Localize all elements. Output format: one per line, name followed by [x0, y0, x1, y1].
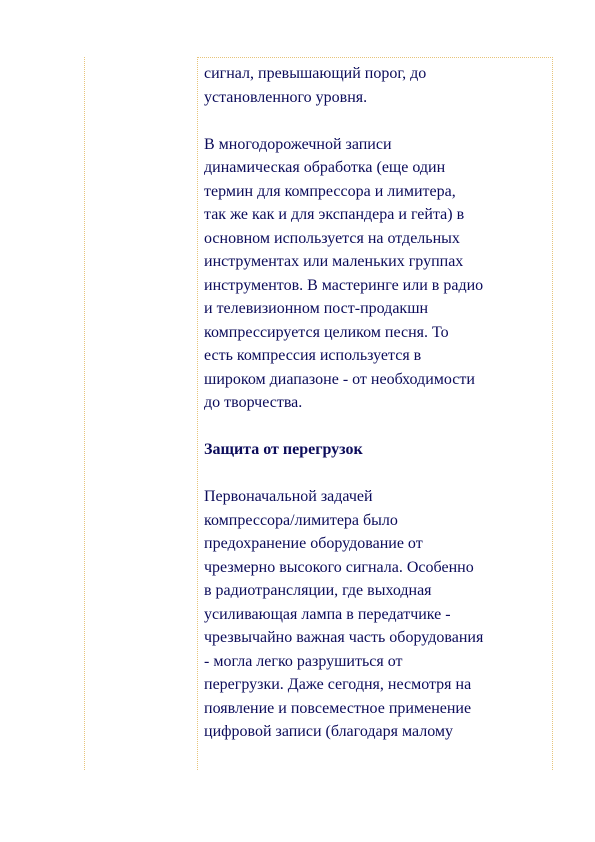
- text-line: - могла легко разрушиться от: [204, 652, 403, 670]
- paragraph-spacer: [204, 462, 548, 486]
- text-line: появление и повсеместное применение: [204, 699, 472, 717]
- text-line: основном используется на отдельных: [204, 229, 460, 247]
- text-line: термин для компрессора и лимитера,: [204, 182, 456, 200]
- text-line: широком диапазоне - от необходимости: [204, 370, 475, 388]
- text-line: предохранение оборудование от: [204, 535, 423, 552]
- left-margin-rule: [84, 57, 85, 770]
- text-line: цифровой записи (благодаря малому: [204, 723, 454, 740]
- paragraph-2: [204, 133, 548, 415]
- paragraph-1: [204, 62, 548, 109]
- text-line: сигнал, превышающий порог, до: [204, 65, 427, 82]
- heading-text: Защита от перегрузок: [204, 441, 363, 458]
- text-line: инструментов. В мастеринге или в радио: [204, 276, 484, 294]
- text-line: так же как и для экспандера и гейта) в: [204, 206, 465, 223]
- text-line: перегрузки. Даже сегодня, несмотря на: [204, 676, 472, 693]
- paragraph-spacer: [204, 109, 548, 133]
- text-line: чрезмерно высокого сигнала. Особенно: [204, 558, 474, 576]
- text-line: в радиотрансляции, где выходная: [204, 582, 432, 599]
- text-line: Первоначальной задачей: [204, 488, 373, 505]
- paragraph-3: [204, 485, 548, 744]
- text-line: В многодорожечной записи: [204, 135, 392, 153]
- text-column: [197, 57, 553, 770]
- text-line: компрессируется целиком песня. То: [204, 323, 449, 341]
- text-line: инструментах или маленьких группах: [204, 253, 464, 270]
- text-line: динамическая обработка (еще один: [204, 159, 446, 176]
- text-line: усиливающая лампа в передатчике -: [204, 605, 451, 623]
- text-line: есть компрессия используется в: [204, 347, 422, 364]
- section-heading: [204, 438, 548, 462]
- text-line: до творчества.: [204, 394, 303, 411]
- text-line: установленного уровня.: [204, 88, 368, 106]
- body-text: [204, 62, 548, 744]
- text-line: и телевизионном пост-продакшн: [204, 300, 429, 317]
- paragraph-spacer: [204, 415, 548, 439]
- text-line: компрессора/лимитера было: [204, 511, 398, 529]
- text-line: чрезвычайно важная часть оборудования: [204, 629, 484, 646]
